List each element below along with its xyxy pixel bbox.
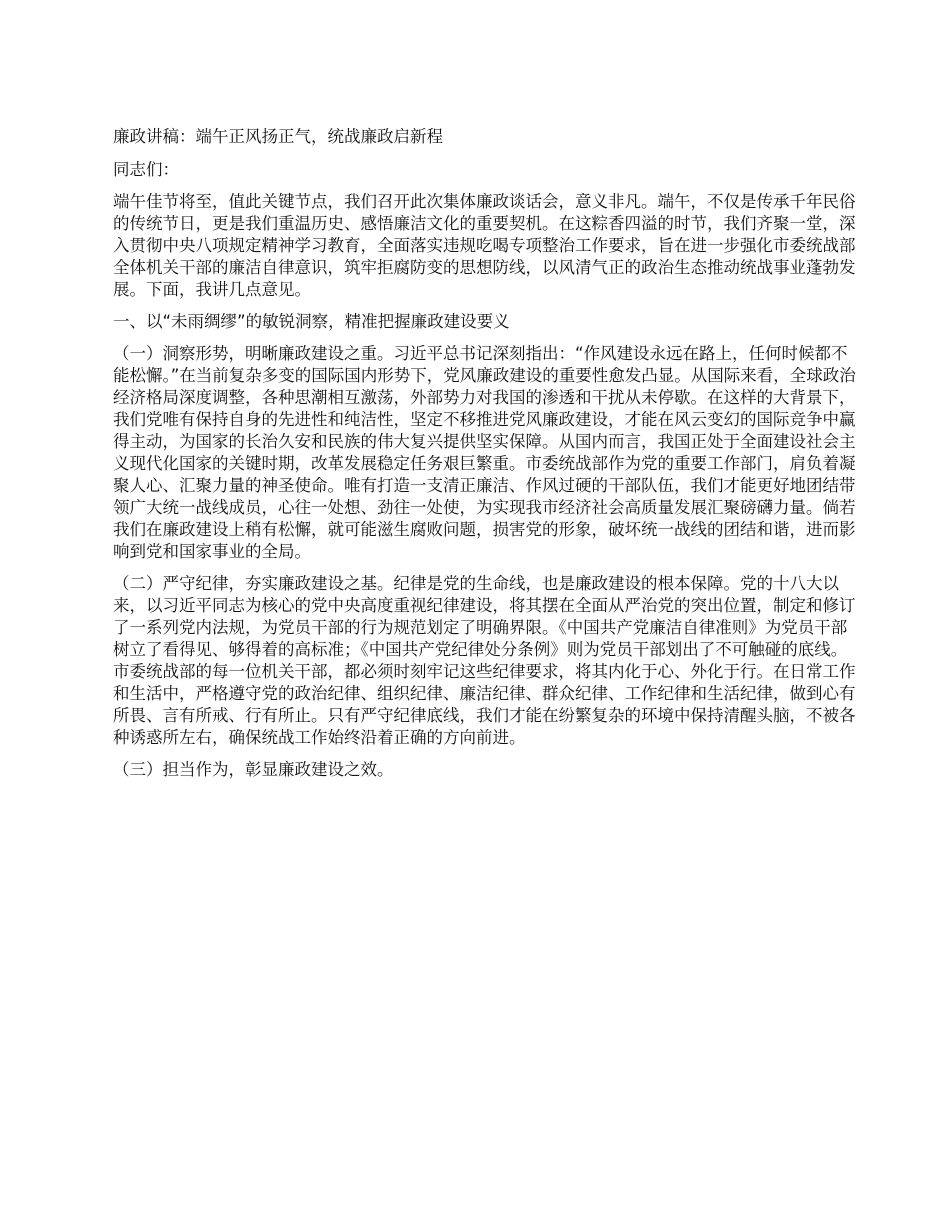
paragraph-intro: 端午佳节将至，值此关键节点，我们召开此次集体廉政谈话会，意义非凡。端午，不仅是传承千年民俗的传统节日，更是我们重温历史、感悟廉洁文化的重要契机。在这粽香四溢的时节，我们齐聚一堂，深入贯彻中央八项规定精神学习教育，全面落实违规吃喝专项整治工作要求，旨在进一步强化市委统战部全体机关干部的廉洁自律意识，筑牢拒腐防变的思想防线，以风清气正的政治生态推动统战事业蓬勃发展。下面，我讲几点意见。 (113, 192, 856, 299)
paragraph-subsection-2: （二）严守纪律，夯实廉政建设之基。纪律是党的生命线，也是廉政建设的根本保障。党的十八大以来，以习近平同志为核心的党中央高度重视纪律建设，将其摆在全面从严治党的突出位置，制定和修订了一系列党内法规，为党员干部的行为规范划定了明确界限。《中国共产党廉洁自律准则》为党员干部树立了看得见、够得着的高标准；《中国共产党纪律处分条例》则为党员干部划出了不可触碰的底线。市委统战部的每一位机关干部，都必须时刻牢记这些纪律要求，将其内化于心、外化于行。在日常工作和生活中，严格遵守党的政治纪律、组织纪律、廉洁纪律、群众纪律、工作纪律和生活纪律，做到心有所畏、言有所戒、行有所止。只有严守纪律底线，我们才能在纷繁复杂的环境中保持清醒头脑，不被各种诱惑所左右，确保统战工作始终沿着正确的方向前进。 (113, 574, 856, 747)
document-title: 廉政讲稿：端午正风扬正气，统战廉政启新程 (113, 127, 443, 146)
paragraph-subsection-3: （三）担当作为，彰显廉政建设之效。 (113, 760, 394, 779)
document-body (113, 126, 858, 791)
paragraph-subsection-1: （一）洞察形势，明晰廉政建设之重。习近平总书记深刻指出：“作风建设永远在路上，任何时候都不能松懈。”在当前复杂多变的国际国内形势下，党风廉政建设的重要性愈发凸显。从国际来看，全球政治经济格局深度调整，各种思潮相互激荡，外部势力对我国的渗透和干扰从未停歇。在这样的大背景下，我们党唯有保持自身的先进性和纯洁性，坚定不移推进党风廉政建设，才能在风云变幻的国际竞争中赢得主动，为国家的长治久安和民族的伟大复兴提供坚实保障。从国内而言，我国正处于全面建设社会主义现代化国家的关键时期，改革发展稳定任务艰巨繁重。市委统战部作为党的重要工作部门，肩负着凝聚人心、汇聚力量的神圣使命。唯有打造一支清正廉洁、作风过硬的干部队伍，我们才能更好地团结带领广大统一战线成员，心往一处想、劲往一处使，为实现我市经济社会高质量发展汇聚磅礴力量。倘若我们在廉政建设上稍有松懈，就可能滋生腐败问题，损害党的形象，破坏统一战线的团结和谐，进而影响到党和国家事业的全局。 (113, 344, 856, 561)
salutation: 同志们： (113, 160, 179, 179)
section-heading-1: 一、以“未雨绸缪”的敏锐洞察，精准把握廉政建设要义 (113, 312, 510, 331)
